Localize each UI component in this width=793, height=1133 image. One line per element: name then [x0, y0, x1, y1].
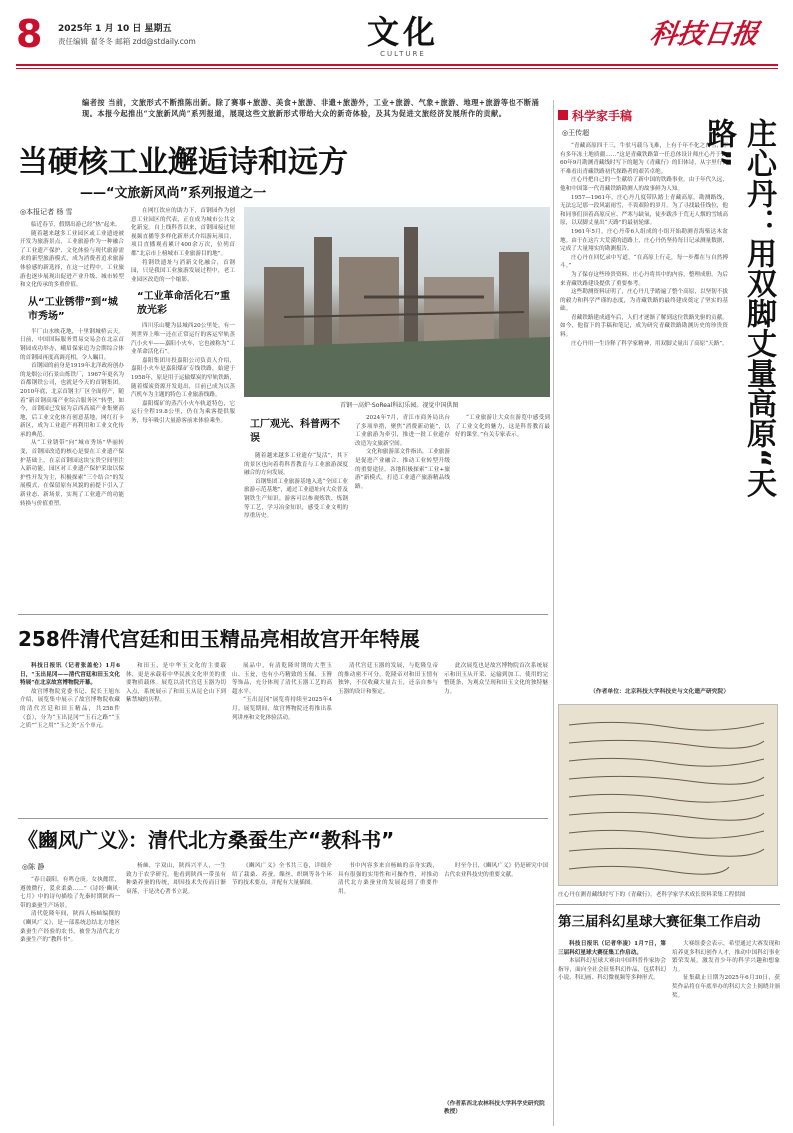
lead-column-2: 在网红饮应的助力下，首钢园作为创意工业园区的代表，正在成为城市公共文化新宠。自上线科普以来，首钢园接过短视频直播等多样化新形式介绍游玩项目，项目直播观看累计400余万次，位列首都“北京市上榜城市工业旅游目的地”。 将钢铁遗址与消新文化融合，首钢园，只是我国工业旅游发展过程中，老工业园区改造的一个缩影。 “工业革命活化石”重放光彩 四川乐山犍为县城西20公里处，有一列世界上唯一还在正常运行的客运窄轨蒸汽小火车——嘉阳小火车，它也被称为“工业革命活化石”。 嘉阳集团川投嘉阳公司负责人介绍，嘉阳小火车是嘉阳煤矿专线铁路，始建于1958年，原是用于运输煤炭的窄轨铁路，随着煤炭资源开发退出，目前已成为以蒸汽机车为主题的特色工业旅游线路。 嘉阳煤矿的蒸汽小火车轨道特色，它运行全程19.8公里，仍在为乘客提供服务，每年吸引大量游客前来体验乘坐。 [131, 208, 235, 424]
side-footer: （作者单位：北京科技大学科技史与文化遗产研究院） [590, 689, 730, 695]
date-line: 2025年 1 月 10 日 星期五 [58, 24, 172, 34]
art2-column-4: 清代宫廷玉器的发展，与乾隆皇帝的推动密不可分。乾隆帝对和田玉情有独钟，不仅收藏大量古玉，还亲自参与玉器的设计和鉴定。 [338, 663, 438, 695]
art2-column-3: 展品中，有清乾隆时期的大型玉山、玉瓮，也有小巧精致的玉佩、玉簪等饰品，充分体现了清代玉器工艺的高超水平。 “玉出昆冈”展览将持续至2025年4月。展览期间，故宫博物院还将推出系列讲座和文化体验活动。 [232, 663, 332, 721]
art3-byline: ◎陈 静 [22, 863, 45, 871]
lead-headline: 当硬核工业邂逅诗和远方 [18, 145, 348, 180]
divider-a3 [18, 818, 548, 819]
lead-heading-a: 从“工业锈带”到“城市秀场” [28, 296, 118, 322]
header-rule-thin [16, 68, 778, 69]
art4-headline: 第三届科幻星球大赛征集工作启动 [558, 914, 761, 930]
manuscript-photo [558, 704, 778, 886]
lead-column-3: 工厂观光、科普两不误 随着越来越多工业遗存“复活”，其下的景区也向着将科普教育与工业旅游深度融合的方向发展。 首钢集团工业旅游基地入选“全国工业旅游示范基地”，通过工业遗址向大众普及钢铁生产知识。游客可以参观炼铁、炼钢等工艺，学习冶金知识，感受工业文明的厚重历史。 [244, 419, 348, 520]
steel-plant-photo [244, 207, 550, 397]
side-square-icon [558, 110, 568, 120]
divider-a4 [556, 904, 780, 905]
lead-column-5: “工业旅游让大众在游览中感受到了工业文化的魅力，这是科普教育最好的课堂。”有关专家表示。 [455, 415, 550, 439]
section-title: 文化 CULTURE [366, 13, 439, 58]
side-column-1: “青藏高原四千三，牛驮马载乌飞难，上有千年不化之白雪，下有多年冻土地质疆……”这是青藏铁路第一任总体设计师庄心丹于1960年9月勘测青藏线时写下的题为《青藏行》的旧体诗，从字里行间不难看出青藏铁路初代探路者的艰苦卓绝。 庄心丹把自己的一生献给了新中国的铁路事业。由于年代久远，他和中国第一代青藏铁路勘测人的故事鲜为人知。 1957—1961年，庄心丹几度带队踏上青藏高原，勘测路线，无法忘记那一段风霜雨雪，不畏艰险的岁月。为了寻找最佳线位，他和同事们顶着高原反应、严寒与缺氧，徒步跋涉于荒无人烟的雪域高原，以双脚丈量出“天路”的最初轮廓。 1961年5月，庄心丹带6人组成的小组开始勘测青海柴达木盆地。由于在这片大荒漠的道路上，庄心丹仍坚持每日记录测量数据，完成了大量翔实的勘测报告。 庄心丹在回忆录中写道，“在高原上行走，每一步都在与自然搏斗。” 为了保存这些珍贵资料，庄心丹将其中的内容，整理成册，为后来青藏铁路建设提供了重要参考。 这些勘测资料证明了，庄心丹几乎踏遍了整个高原，以坚韧不拔的毅力和科学严谨的态度，为青藏铁路的最终建成奠定了坚实的基础。 青藏铁路建成通车后，人们才逐渐了解到这位铁路先驱的贡献。如今，他留下的手稿和笔记，成为研究青藏铁路勘测历史的珍贵资料。 庄心丹用一生诠释了科学家精神，用双脚丈量出了高原“天路”。 [560, 143, 728, 347]
column-divider [553, 100, 554, 1126]
lead-byline: ◎本报记者 杨 雪 [20, 208, 73, 216]
art4-column-1: 科技日报讯（记者华凌）1月7日，第三届科幻星球大赛征集工作启动。 本届科幻星球大赛由中国科普作家协会指导，面向全社会征集科幻作品，包括科幻小说、科幻画、科幻微视频等多种形式。 [558, 941, 666, 982]
lead-column-4: 2024年7月，青江市商务局出台了多项举措，聚焦“消费新动能”，以工业旅游为牵引，推进一批工业遗存改造为文旅新空间。 文化和旅游部文件指出，工业旅游是促进产业融合、推动工业转型升级的重要途径。各地积极探索“工业+旅游”新模式，打造工业遗产旅游精品线路。 [355, 415, 450, 490]
art3-column-5: 时至今日，《豳风广义》仍是研究中国古代农业科技史的重要文献。 [444, 863, 548, 878]
art2-column-5: 此次展览也是故宫博物院首次系统展示和田玉从开采、运输到加工、使用的完整链条，为观众呈现和田玉文化的独特魅力。 [444, 663, 548, 695]
editor-note: 编者按 当前，文旅形式不断推陈出新。除了赛事+旅游、美食+旅游、非遗+旅游外，工业+旅游、气象+旅游、地理+旅游等也不断涌现。本报今起推出“文旅新风尚”系列报道，展现这些文旅新形式带给大众的新奇体验，及其为促进文旅经济发展所作的贡献。 [82, 98, 540, 118]
header-rule [16, 64, 778, 66]
side-byline: ◎王传超 [562, 129, 590, 137]
art2-headline: 258件清代宫廷和田玉精品亮相故宫开年特展 [18, 627, 420, 651]
art4-column-2: 大赛组委会表示，希望通过大赛发现和培养更多科幻创作人才，推动中国科幻事业繁荣发展，激发青少年的科学兴趣和想象力。 征集截止日期为2025年6月30日，获奖作品将在年底举办的科幻大会上揭晓并颁奖。 [672, 941, 780, 999]
lead-subtitle: ——“文旅新风尚”系列报道之一 [80, 186, 267, 201]
editor-line: 责任编辑 翟冬冬 邮箱 zdd@stdaily.com [58, 37, 196, 46]
art3-column-2: 杨屾，字双山，陕西兴平人，一生致力于农学研究。他看到陕西一带虽有种桑养蚕的传统，却因技术失传而日渐衰落，于是决心著书立说。 [126, 863, 226, 895]
art3-column-3: 《豳风广义》全书共三卷，详细介绍了栽桑、养蚕、缫丝、织绸等各个环节的技术要点，并配有大量插图。 [232, 863, 332, 887]
masthead-logo: 科技日报 [648, 19, 761, 50]
manuscript-caption: 庄心丹在测青藏线时写下的《青藏行》。老科学家学术成长资料采集工程供图 [558, 892, 746, 898]
art3-footer: （作者系西北农林科技大学科学史研究院教授） [444, 1101, 545, 1115]
page-number: 8 [16, 12, 43, 56]
side-column-label: 科学家手稿 [558, 106, 678, 124]
photo-caption: 首钢一高炉·SoReal科幻乐园。视觉中国供图 [340, 402, 459, 409]
art2-column-2: 和田玉，是中华玉文化的主要载体，更是承载着中华民族文化审美的重要物质载体。展览以清代宫廷玉器为切入点，系统展示了和田玉从昆仑山下到紫禁城的历程。 [126, 663, 226, 704]
art3-column-1: “春日载阳，有鸣仓庚。女执懿筐，遵彼微行，爰求柔桑……”《诗经·豳风·七月》中的诗句描绘了先秦时期陕西一带的桑蚕生产场景。 清代乾隆年间，陕西人杨屾编撰的《豳风广义》，是一部系统总结北方地区桑蚕生产经验的农书，被誉为清代北方桑蚕生产的“教科书”。 [20, 877, 120, 944]
art3-headline: 《豳风广义》：清代北方桑蚕生产“教科书” [18, 828, 395, 852]
lead-heading-c: 工厂观光、科普两不误 [250, 419, 340, 444]
lead-heading-b: “工业革命活化石”重放光彩 [137, 291, 231, 317]
lead-column-1: 临近春节，假期出游已经“热”起来。 随着越来越多工业园区或工业遗迹被开发为旅游景点，工业旅游作为一种融合了工业遗产保护、文化体验与现代旅游需求的新型旅游模式，成为消费者追求旅游体验感的新选择，在这一过程中，工业旅游也逐步展现出促进产业升级、城市转型和文化传承的多重价值。 从“工业锈带”到“城市秀场” 半厂山水映花地，十里钢城桥云天。日前，中国国际服务贸易交易会在北京首钢园成功举办，峨眉保家追为会期综合体的首钢园再度高调亮相，令人瞩目。 首钢园的前身是1919年北洋政府创办的龙烟公司石景山炼铁厂，1967年更名为首都钢铁公司，也就是今天的首钢集团。2010年底，北京首钢主厂区全面停产，随着“新首钢高端产业综合服务区”转型，如今，首钢园已发展为京西高端产业集聚高地，后工业文化体育创意基地，网红打卡新区，成为工业遗产再利用和工业文化传承的典范。 从“工业锈带”向“城市秀场”华丽转变，首钢园改造的核心是要在工业遗产保护基础上，在京首钢园这块宝贵空间里注入新功能，园区对工业遗产保护采取以保护性开发为主，积极探索“三个结合”的发展模式，在保留原有风貌的前提下引入了新业态、新场景，实现了工业遗产的功能转换与价值重塑。 [20, 222, 124, 507]
side-headline: 庄心丹：用双脚丈量高原“天路” [701, 118, 776, 498]
art2-column-1: 科技日报讯（记者张盖伦）1月6日，“玉出昆冈——清代宫廷和田玉文化特展”在北京故宫博物院开幕。 故宫博物院党委书记、院长王旭东介绍，展览集中展示了故宫博物院收藏的清代宫廷和田玉精品，共258件（套），分为“玉出昆冈”“玉石之路”“玉之质”“玉之用”“玉之美”五个单元。 [20, 663, 120, 730]
divider-a2 [18, 614, 548, 615]
art3-column-4: 书中内容多来自杨屾的亲身实践，具有很强的实用性和可操作性，对推动清代北方桑蚕业的发展起到了重要作用。 [338, 863, 438, 895]
